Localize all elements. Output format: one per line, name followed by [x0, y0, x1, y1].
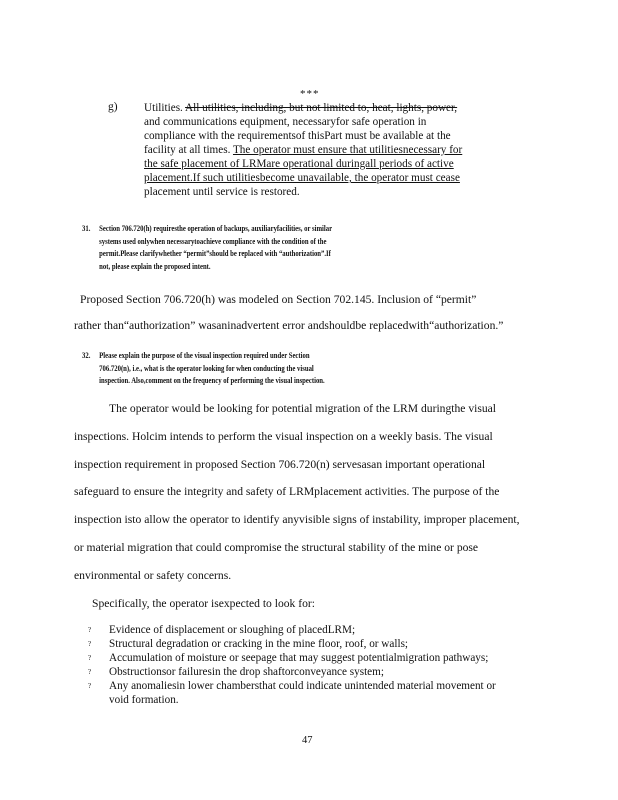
question-31 [82, 222, 332, 272]
question-32 [82, 349, 325, 387]
bullet-marker-icon: ? [88, 639, 92, 648]
page-number: 47 [302, 735, 313, 746]
item-g-line [144, 171, 504, 185]
response-line: inspection isto allow the operator to identify anyvisible signs of instability, improper placement, [74, 513, 520, 527]
response-line: The operator would be looking for potential migration of the LRM duringthe visual [109, 402, 497, 415]
list-item: ? Obstructionsor failuresin the drop shaftorconveyance system; [88, 665, 384, 678]
question-line: permit.Please clarifywhether “permit”should be replaced with “authorization”.If [99, 248, 331, 259]
item-g-line: compliance with the requirementsof thisPart must be available at the [144, 130, 451, 142]
bullet-marker-icon: ? [88, 681, 92, 690]
list-item: ? Any anomaliesin lower chambersthat could indicate unintended material movement or [88, 679, 496, 692]
inserted-text: placement.If such utilitiesbecome unavailable, the operator must cease [144, 172, 460, 184]
item-g-line: placement until service is restored. [144, 186, 300, 198]
response-31 [74, 293, 544, 332]
response-line: rather than“authorization” wasaninadvertent error andshouldbe replacedwith“authorization.” [74, 319, 504, 332]
question-line: inspection. Also,comment on the frequency of performing the visual inspection. [99, 375, 325, 386]
question-line: 32. Please explain the purpose of the visual inspection required under Section [82, 350, 310, 360]
response-line: environmental or safety concerns. [74, 568, 232, 582]
item-g-line: the safe placement of LRMare operational duringall periods of active [144, 158, 454, 170]
question-line: systems used onlywhen necessarytoachieve compliance with the condition of the [99, 235, 327, 246]
inspection-bullet-list [88, 624, 496, 707]
response-line: inspection requirement in proposed Section 706.720(n) servesasan important operational [74, 457, 486, 471]
question-line: 706.720(n), i.e., what is the operator looking for when conducting the visual [99, 362, 314, 373]
question-line: not, please explain the proposed intent. [99, 260, 211, 271]
bullet-marker-icon: ? [88, 626, 92, 634]
specifically-intro: Specifically, the operator isexpected to look for: [92, 597, 315, 610]
question-number: 31. [82, 223, 91, 233]
list-item: ? Evidence of displacement or sloughing of placedLRM; [88, 624, 356, 636]
bullet-marker-icon: ? [88, 667, 92, 676]
response-line: Proposed Section 706.720(h) was modeled on Section 702.145. Inclusion of “permit” [80, 293, 477, 306]
item-g-line: and communications equipment, necessaryfor safe operation in [144, 116, 427, 128]
item-g-body [144, 101, 504, 199]
response-line: or material migration that could compromise the structural stability of the mine or pose [74, 540, 479, 554]
list-item: ? Accumulation of moisture or seepage that may suggest potentialmigration pathways; [88, 651, 489, 664]
inserted-text: The operator must ensure that utilitiesnecessary for [232, 144, 463, 156]
section-break-stars: *** [300, 88, 320, 100]
list-item-continuation: void formation. [109, 693, 179, 706]
item-g-line: Utilities. All utilities, including, but not limited to, heat, lights, power, [144, 102, 458, 114]
response-line: inspections. Holcim intends to perform the visual inspection on a weekly basis. The visual [74, 429, 493, 443]
response-line: safeguard to ensure the integrity and safety of LRMplacement activities. The purpose of the [74, 485, 500, 499]
item-g-label: g) [108, 101, 118, 113]
item-g-line: facility at all times. The operator must ensure that utilitiesnecessary for [144, 144, 463, 156]
bullet-marker-icon: ? [88, 653, 92, 662]
list-item: ? Structural degradation or cracking in the mine floor, roof, or walls; [88, 637, 409, 650]
struck-text: All utilities, including, but not limited to, heat, lights, power, [185, 102, 458, 114]
question-line: 31. Section 706.720(h) requiresthe operation of backups, auxiliaryfacilities, or similar [82, 223, 333, 233]
question-number: 32. [82, 350, 91, 360]
response-32 [74, 402, 544, 597]
